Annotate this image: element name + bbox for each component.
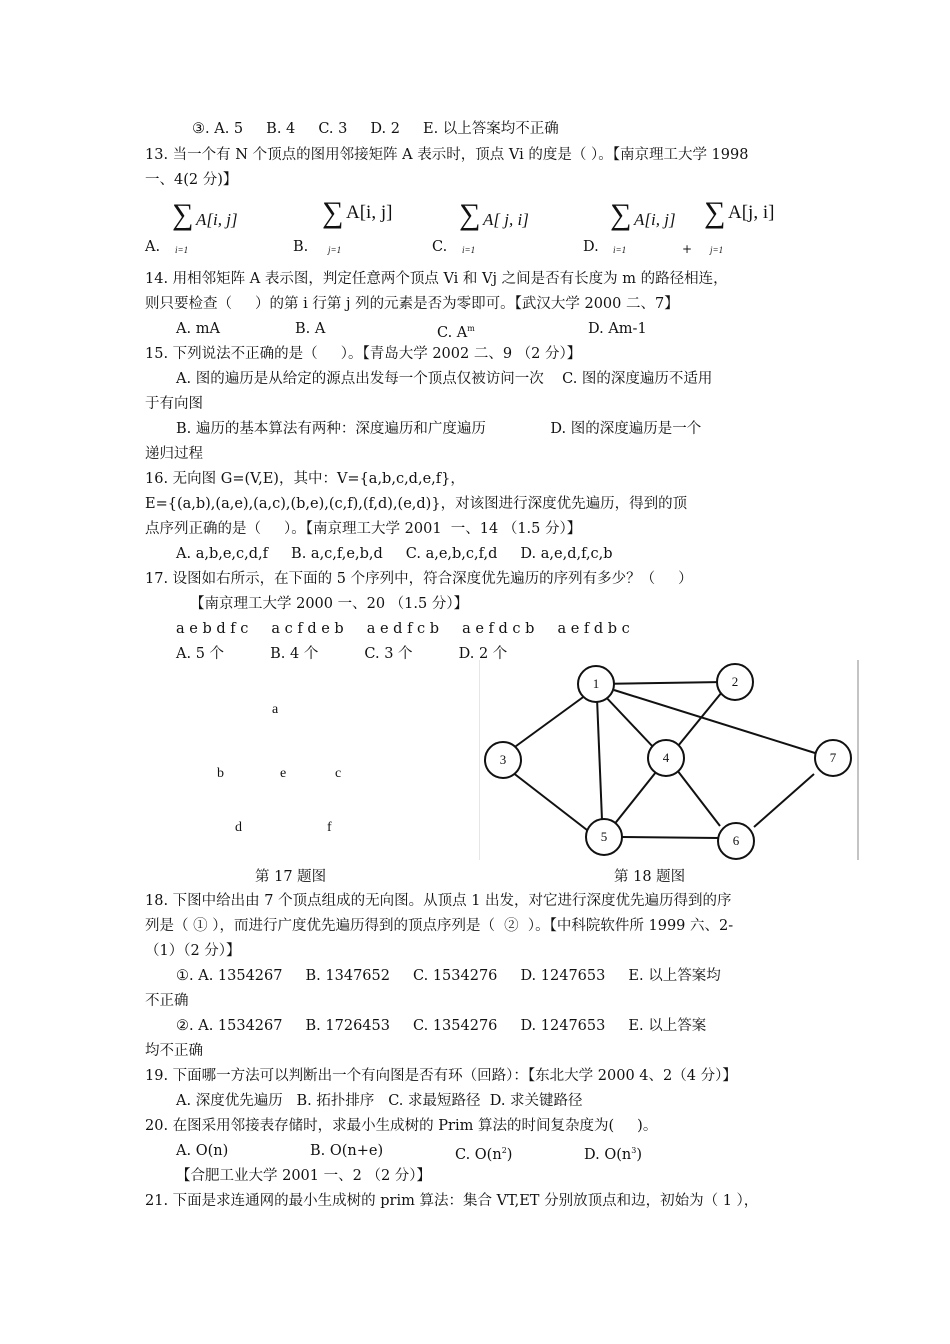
q17-source: 【南京理工大学 2000 一、20 （1.5 分）】: [190, 596, 469, 612]
q13-stem: 13. 当一个有 N 个顶点的图用邻接矩阵 A 表示时，顶点 Vi 的度是（ ）。【南京理工大学 1998: [145, 147, 749, 163]
fig18-edge-2-4: [678, 692, 722, 746]
q18-stem-2: 列是（ ① ），而进行广度优先遍历得到的顶点序列是（ ② ）。【中科院软件所 1999 六、2-: [145, 918, 734, 934]
q17-sequences: a e b d f c a c f d e b a e d f c b a e f d c b a e f d b c: [176, 621, 630, 637]
q14-stem-2: 则只要检查（ ）的第 i 行第 j 列的元素是否为零即可。【武汉大学 2000 二、7】: [145, 296, 679, 312]
q20-option-c: C. $O(n^2)$: [455, 1146, 513, 1163]
fig17-node-d: d: [235, 820, 242, 835]
q19-stem: 19. 下面哪一方法可以判断出一个有向图是否有环（回路）：【东北大学 2000 4、2（4 分）】: [145, 1068, 737, 1084]
figure-18: [479, 660, 859, 860]
q14-option-b: B. A: [295, 321, 326, 337]
fig17-node-f: f: [327, 820, 332, 835]
fig17-node-b: b: [217, 766, 224, 781]
q14-option-d: D. Am-1: [588, 321, 647, 337]
q14-option-c: C. $A^m$: [437, 324, 475, 341]
q13-label-d: D.: [583, 239, 599, 255]
q20-source: 【合肥工业大学 2001 一、2 （2 分）】: [176, 1168, 432, 1184]
q14-stem: 14. 用相邻矩阵 A 表示图，判定任意两个顶点 Vi 和 Vj 之间是否有长度为 m 的路径相连，: [145, 271, 728, 287]
q18-options-1: ①. A. 1354267 B. 1347652 C. 1534276 D. 1247653 E. 以上答案均: [176, 968, 721, 984]
q15-option-ac: A. 图的遍历是从给定的源点出发每一个顶点仅被访问一次 C. 图的深度遍历不适用: [176, 371, 713, 387]
q12-options: ③. A. 5 B. 4 C. 3 D. 2 E. 以上答案均不正确: [192, 121, 559, 137]
fig18-edge-6-7: [754, 774, 814, 827]
q15-option-ac-cont: 于有向图: [145, 396, 203, 412]
fig18-edge-5-6: [622, 837, 719, 838]
q18-stem: 18. 下图中给出由 7 个顶点组成的无向图。从顶点 1 出发，对它进行深度优先遍历得到的序: [145, 893, 732, 909]
q18-options-2: ②. A. 1534267 B. 1726453 C. 1354276 D. 1247653 E. 以上答案: [176, 1018, 707, 1034]
q13-label-a: A.: [145, 239, 161, 255]
q16-stem-2: E={(a,b),(a,e),(a,c),(b,e),(c,f),(f,d),(e,d)}，对该图进行深度优先遍历，得到的顶: [145, 496, 688, 512]
fig18-edge-1-5: [597, 698, 602, 820]
q18-source: （1）（2 分）】: [145, 943, 241, 959]
q16-options: A. a,b,e,c,d,f B. a,c,f,e,b,d C. a,e,b,c,f,d D. a,e,d,f,c,b: [176, 546, 613, 562]
fig18-edge-4-5: [613, 772, 656, 826]
fig18-edge-1-7: [614, 690, 815, 753]
fig18-label-3: 3: [499, 752, 507, 767]
fig18-label-6: 6: [732, 833, 740, 848]
fig17-caption: 第 17 题图: [255, 869, 327, 885]
q20-option-d: D. $O(n^3)$: [584, 1146, 642, 1163]
q13-source: 一、4(2 分)】: [145, 172, 238, 188]
fig18-label-1: 1: [592, 676, 600, 691]
q18-options-1-cont: 不正确: [145, 993, 189, 1009]
fig18-label-5: 5: [600, 829, 608, 844]
fig18-label-4: 4: [662, 750, 670, 765]
q17-stem: 17. 设图如右所示，在下面的 5 个序列中，符合深度优先遍历的序列有多少？（ ）: [145, 571, 693, 587]
q13-label-b: B.: [293, 239, 309, 255]
q18-options-2-cont: 均不正确: [145, 1043, 203, 1059]
fig17-node-c: c: [335, 766, 342, 781]
fig18-edge-3-5: [512, 772, 587, 830]
fig18-caption: 第 18 题图: [614, 869, 686, 885]
q21-stem: 21. 下面是求连通网的最小生成树的 prim 算法：集合 VT,ET 分别放顶点和边，初始为（ 1 ），: [145, 1193, 759, 1209]
q20-option-b: B. O(n+e): [310, 1143, 384, 1159]
q19-options: A. 深度优先遍历 B. 拓扑排序 C. 求最短路径 D. 求关键路径: [176, 1093, 583, 1109]
fig18-label-2: 2: [731, 674, 739, 689]
q17-options: A. 5 个 B. 4 个 C. 3 个 D. 2 个: [176, 646, 508, 662]
q15-option-bd: B. 遍历的基本算法有两种：深度遍历和广度遍历 D. 图的深度遍历是一个: [176, 421, 702, 437]
q14-option-a: A. mA: [176, 321, 220, 337]
q16-stem: 16. 无向图 G=(V,E)，其中：V={a,b,c,d,e,f}，: [145, 471, 465, 487]
q13-label-c: C.: [432, 239, 448, 255]
fig18-edge-4-6: [677, 770, 720, 826]
q15-option-bd-cont: 递归过程: [145, 446, 203, 462]
fig18-edge-1-3: [512, 695, 586, 749]
fig18-edge-1-2: [596, 682, 724, 684]
fig17-node-e: e: [280, 766, 287, 781]
fig18-label-7: 7: [829, 750, 837, 765]
q13-plus: +: [682, 242, 693, 256]
q20-option-a: A. O(n): [176, 1143, 229, 1159]
q15-stem: 15. 下列说法不正确的是（ ）。【青岛大学 2002 二、9 （2 分）】: [145, 346, 582, 362]
fig18-edge-1-4: [603, 694, 655, 749]
q20-stem: 20. 在图采用邻接表存储时，求最小生成树的 Prim 算法的时间复杂度为( )。: [145, 1118, 658, 1134]
q16-stem-3: 点序列正确的是（ ）。【南京理工大学 2001 一、14 （1.5 分）】: [145, 521, 582, 537]
fig17-node-a: a: [272, 702, 279, 717]
